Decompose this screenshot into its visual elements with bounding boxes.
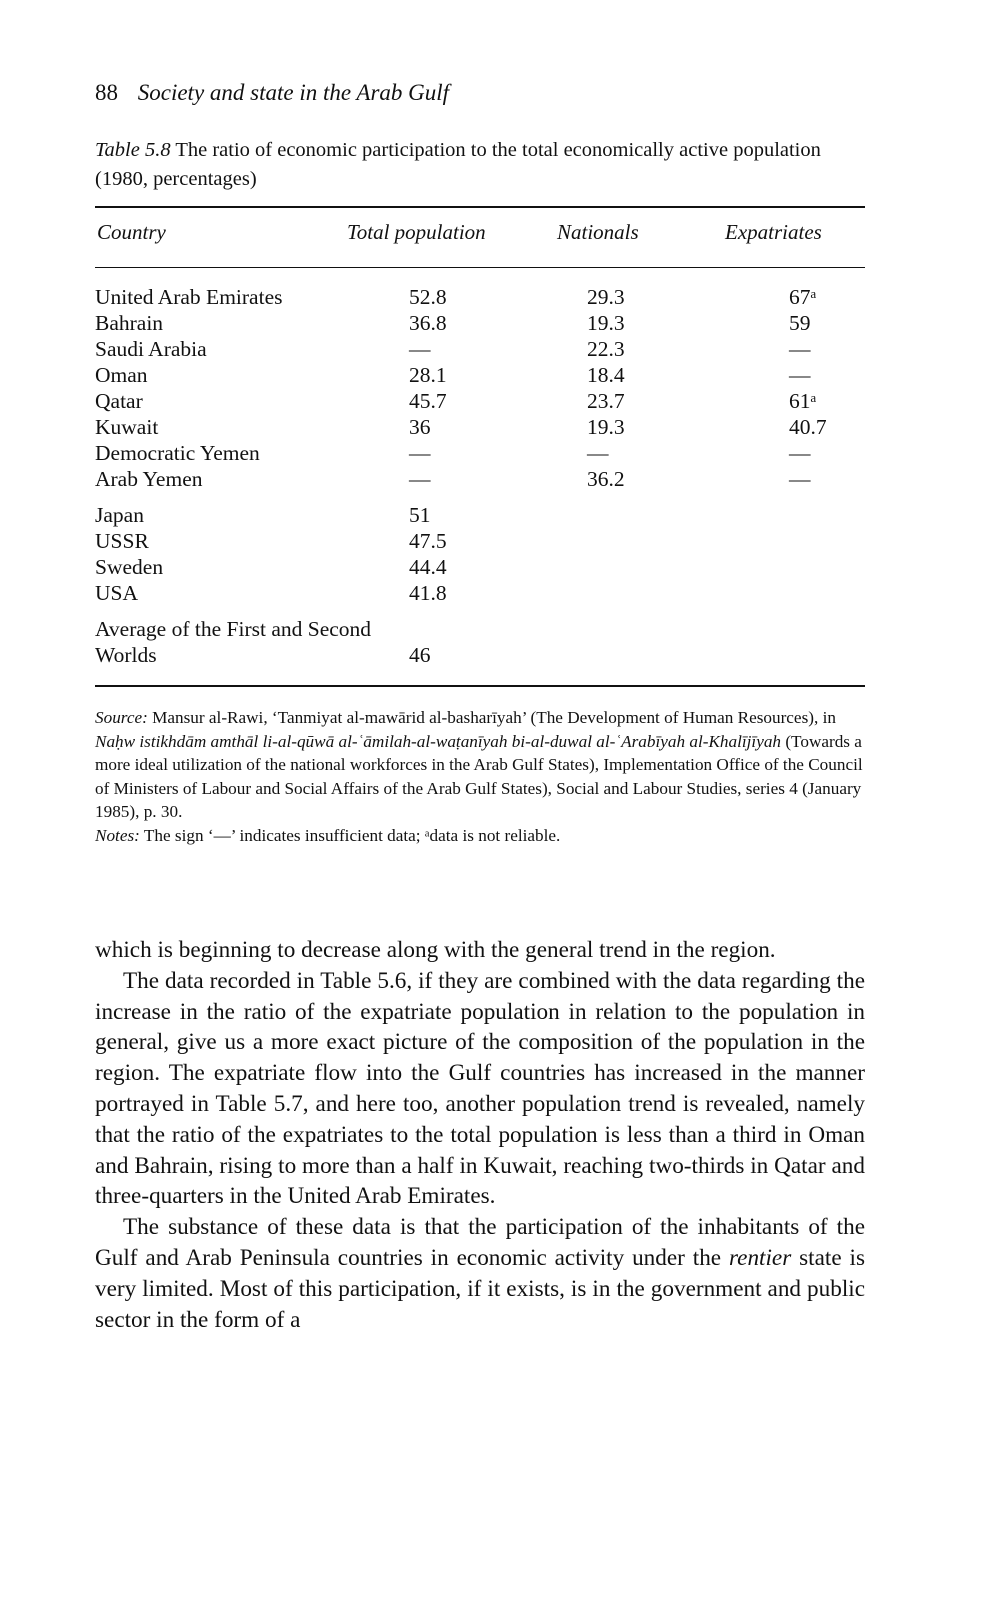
- table-row: [95, 580, 865, 606]
- expatriates-cell: —: [789, 363, 811, 387]
- country-cell: Average of the First and Second Worlds: [95, 617, 372, 667]
- expatriates-cell: —: [789, 467, 811, 491]
- expatriates-cell: —: [789, 441, 811, 465]
- country-cell: Saudi Arabia: [95, 337, 207, 361]
- total-cell: —: [409, 337, 431, 361]
- table-caption-text: The ratio of economic participation to the total economically active population (1980, percentages): [95, 139, 821, 190]
- source-text-1: Mansur al-Rawi, ‘Tanmiyat al-mawārid al-basharīyah’ (The Development of Human Resources), in: [152, 708, 836, 727]
- column-header-nationals: Nationals: [557, 220, 639, 244]
- table-label: Table 5.8: [95, 139, 171, 161]
- notes-text: The sign ‘—’ indicates insufficient data; ᵃdata is not reliable.: [143, 825, 561, 845]
- country-cell: Arab Yemen: [95, 467, 203, 491]
- paragraph: which is beginning to decrease along with the general trend in the region.: [95, 937, 776, 963]
- table-caption: [95, 136, 865, 194]
- country-cell: United Arab Emirates: [95, 285, 283, 309]
- paragraph-text: state is very limited. Most of this participation, if it exists, is in the government and public sector in the form of a: [95, 1244, 866, 1333]
- table-row: [95, 362, 865, 388]
- paragraph: [95, 1212, 865, 1335]
- total-cell: 44.4: [409, 555, 447, 579]
- nationals-cell: 23.7: [587, 389, 625, 413]
- table-row: [95, 310, 865, 336]
- expatriates-cell: 40.7: [789, 415, 827, 439]
- expatriates-cell: 59: [789, 311, 811, 335]
- total-cell: 28.1: [409, 363, 447, 387]
- table-bottom-rule: [95, 685, 865, 687]
- total-cell: —: [409, 467, 431, 491]
- table-row: [95, 616, 865, 668]
- body-text: [95, 935, 865, 1335]
- country-cell: USSR: [95, 529, 149, 553]
- emphasis-rentier: rentier: [729, 1244, 792, 1271]
- total-cell: 36.8: [409, 311, 447, 335]
- total-cell: —: [409, 441, 431, 465]
- nationals-cell: 19.3: [587, 311, 625, 335]
- total-cell: 46: [409, 643, 431, 667]
- table-row: [95, 336, 865, 362]
- column-header-country: Country: [97, 220, 166, 244]
- source-italic-title: Naḥw istikhdām amthāl li-al-qūwā al-ʿāmilah-al-waṭanīyah bi-al-duwal al-ʿArabīyah al-Khalījīyah: [95, 731, 782, 751]
- total-cell: 52.8: [409, 285, 447, 309]
- total-cell: 36: [409, 415, 431, 439]
- notes: [95, 824, 865, 848]
- paragraph: The data recorded in Table 5.6, if they are combined with the data regarding the increase in the ratio of the expatriate population in relation to the population in general, give us a more exact picture of the composition of the population in the region. The expatriate flow into the Gulf countries has increased in the manner portrayed in Table 5.7, and here too, another population trend is revealed, namely that the ratio of the expatriates to the total population is less than a third in Oman and Bahrain, rising to more than a half in Kuwait, reaching two-thirds in Qatar and three-quarters in the United Arab Emirates.: [95, 967, 865, 1210]
- table-row: [95, 554, 865, 580]
- table-top-rule: [95, 206, 865, 208]
- table-body: [95, 284, 865, 668]
- table-row: [95, 414, 865, 440]
- expatriates-cell: 67ᵃ: [789, 285, 817, 309]
- total-cell: 41.8: [409, 581, 447, 605]
- nationals-cell: 36.2: [587, 467, 625, 491]
- country-cell: Bahrain: [95, 311, 164, 335]
- table-row: [95, 502, 865, 528]
- country-cell: Sweden: [95, 555, 164, 579]
- running-title: Society and state in the Arab Gulf: [137, 80, 450, 105]
- nationals-cell: 29.3: [587, 285, 625, 309]
- source-note: [95, 706, 865, 824]
- nationals-cell: 19.3: [587, 415, 625, 439]
- paragraph-text: The substance of these data is that the participation of the inhabitants of the Gulf and Arab Peninsula countries in economic activity under the: [95, 1214, 865, 1271]
- country-cell: Japan: [95, 503, 144, 527]
- expatriates-cell: —: [789, 337, 811, 361]
- country-cell: Qatar: [95, 389, 143, 413]
- table-row: [95, 284, 865, 310]
- nationals-cell: 22.3: [587, 337, 625, 361]
- country-cell: USA: [95, 581, 139, 605]
- country-cell: Democratic Yemen: [95, 441, 260, 465]
- table-source-notes: [95, 706, 865, 847]
- source-label: Source:: [95, 708, 148, 727]
- nationals-cell: 18.4: [587, 363, 625, 387]
- source-text-2: (Towards a more ideal utilization of the national workforces in the Arab Gulf States), Implementation Office of the Council of Ministers of Labour and Social Affairs of the Arab Gulf States), Social and Labour Studies, series 4 (January 1985), p. 30.: [95, 731, 863, 821]
- expatriates-cell: 61ᵃ: [789, 389, 817, 413]
- column-header-expatriates: Expatriates: [725, 220, 822, 244]
- running-header: [95, 80, 449, 106]
- country-cell: Kuwait: [95, 415, 159, 439]
- nationals-cell: —: [587, 441, 609, 465]
- page-number: 88: [95, 80, 118, 105]
- table-row: [95, 388, 865, 414]
- table-row: [95, 466, 865, 492]
- total-cell: 47.5: [409, 529, 447, 553]
- table-header-rule: [95, 267, 865, 268]
- table-row: [95, 528, 865, 554]
- column-header-total-population: Total population: [347, 220, 486, 244]
- notes-label: Notes:: [95, 825, 140, 845]
- table-row: [95, 440, 865, 466]
- total-cell: 51: [409, 503, 431, 527]
- country-cell: Oman: [95, 363, 148, 387]
- total-cell: 45.7: [409, 389, 447, 413]
